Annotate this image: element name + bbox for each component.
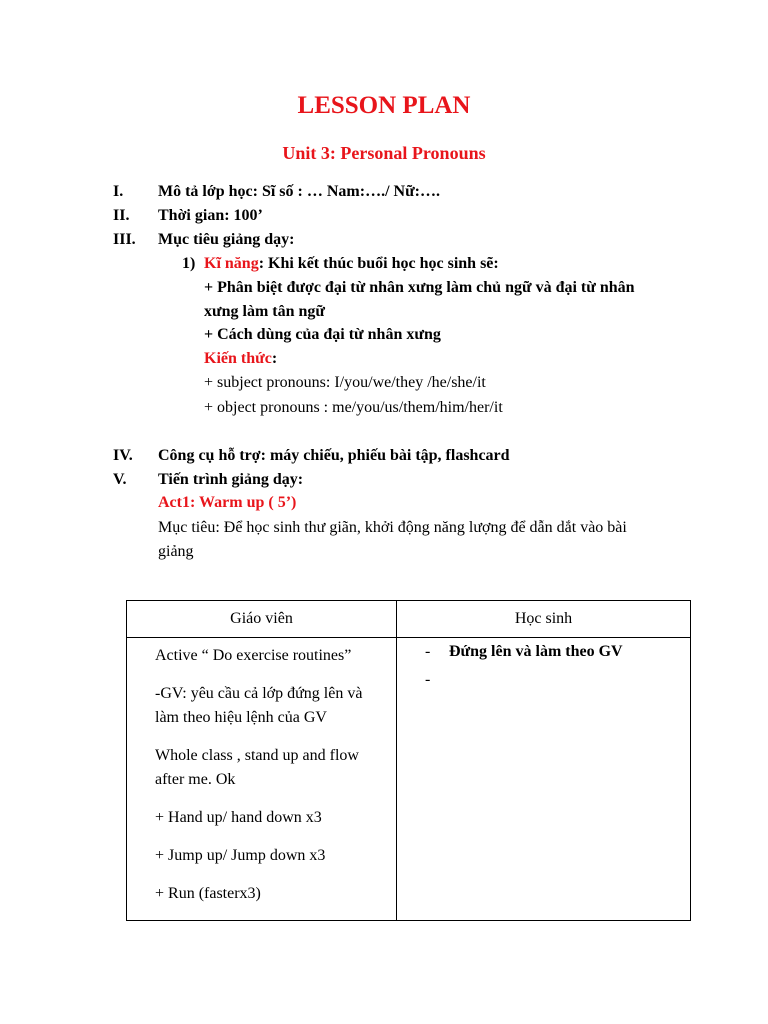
section-iii-number: III. (113, 231, 136, 248)
teacher-line-2: -GV: yêu cầu cả lớp đứng lên và làm theo hiệu lệnh của GV (155, 685, 363, 726)
student-item-1 (425, 642, 682, 662)
table-header-row (127, 601, 691, 638)
knowledge-heading (204, 349, 277, 369)
skill-number: 1) (182, 255, 196, 272)
skill-item-2: + Cách dùng của đại từ nhân xưng (204, 326, 441, 343)
section-iv-text: Công cụ hỗ trợ: máy chiếu, phiếu bài tập, flashcard (158, 447, 510, 464)
teacher-line-1: Active “ Do exercise routines” (155, 647, 352, 664)
knowledge-colon: : (271, 350, 278, 367)
header-student: Học sinh (397, 601, 691, 638)
student-cell (397, 638, 691, 921)
section-v-text: Tiến trình giảng dạy: (158, 471, 304, 488)
skill-label: Kĩ năng (204, 255, 259, 272)
knowledge-item-2: + object pronouns : me/you/us/them/him/her/it (204, 399, 503, 416)
header-teacher: Giáo viên (127, 601, 397, 638)
section-ii-number: II. (113, 207, 130, 224)
knowledge-item-1: + subject pronouns: I/you/we/they /he/she/it (204, 374, 486, 391)
student-dash-1: - (425, 643, 431, 660)
section-v-number: V. (113, 471, 127, 488)
skill-item-1b: xưng làm tân ngữ (204, 303, 325, 320)
student-item-1-text: Đứng lên và làm theo GV (449, 643, 623, 660)
activity-title: Act1: Warm up ( 5’) (158, 494, 297, 511)
activity-goal-a: Mục tiêu: Để học sinh thư giãn, khởi động năng lượng để dẫn dắt vào bài (158, 519, 627, 536)
knowledge-label: Kiến thức (204, 350, 272, 367)
skill-rest: : Khi kết thúc buổi học học sinh sẽ: (258, 255, 499, 272)
section-i-number: I. (113, 183, 124, 200)
section-iv-number: IV. (113, 447, 133, 464)
page-title: LESSON PLAN (297, 92, 471, 119)
teacher-line-3: Whole class , stand up and flow after me. Ok (155, 747, 359, 788)
student-dash-2: - (425, 671, 431, 688)
activity-goal-b: giảng (158, 543, 194, 560)
skill-item-1a: + Phân biệt được đại từ nhân xưng làm chủ ngữ và đại từ nhân (204, 279, 635, 296)
page-subtitle: Unit 3: Personal Pronouns (282, 143, 486, 163)
activity-table (126, 600, 691, 921)
teacher-line-6: + Run (fasterx3) (155, 885, 261, 902)
teacher-line-5: + Jump up/ Jump down x3 (155, 847, 326, 864)
skill-heading (204, 254, 499, 274)
section-iii-text: Mục tiêu giảng dạy: (158, 231, 295, 248)
teacher-cell (127, 638, 397, 921)
section-ii-text: Thời gian: 100’ (158, 207, 263, 224)
table-row (127, 638, 691, 921)
teacher-line-4: + Hand up/ hand down x3 (155, 809, 322, 826)
section-i-text: Mô tả lớp học: Sĩ số : … Nam:…./ Nữ:…. (158, 183, 440, 200)
